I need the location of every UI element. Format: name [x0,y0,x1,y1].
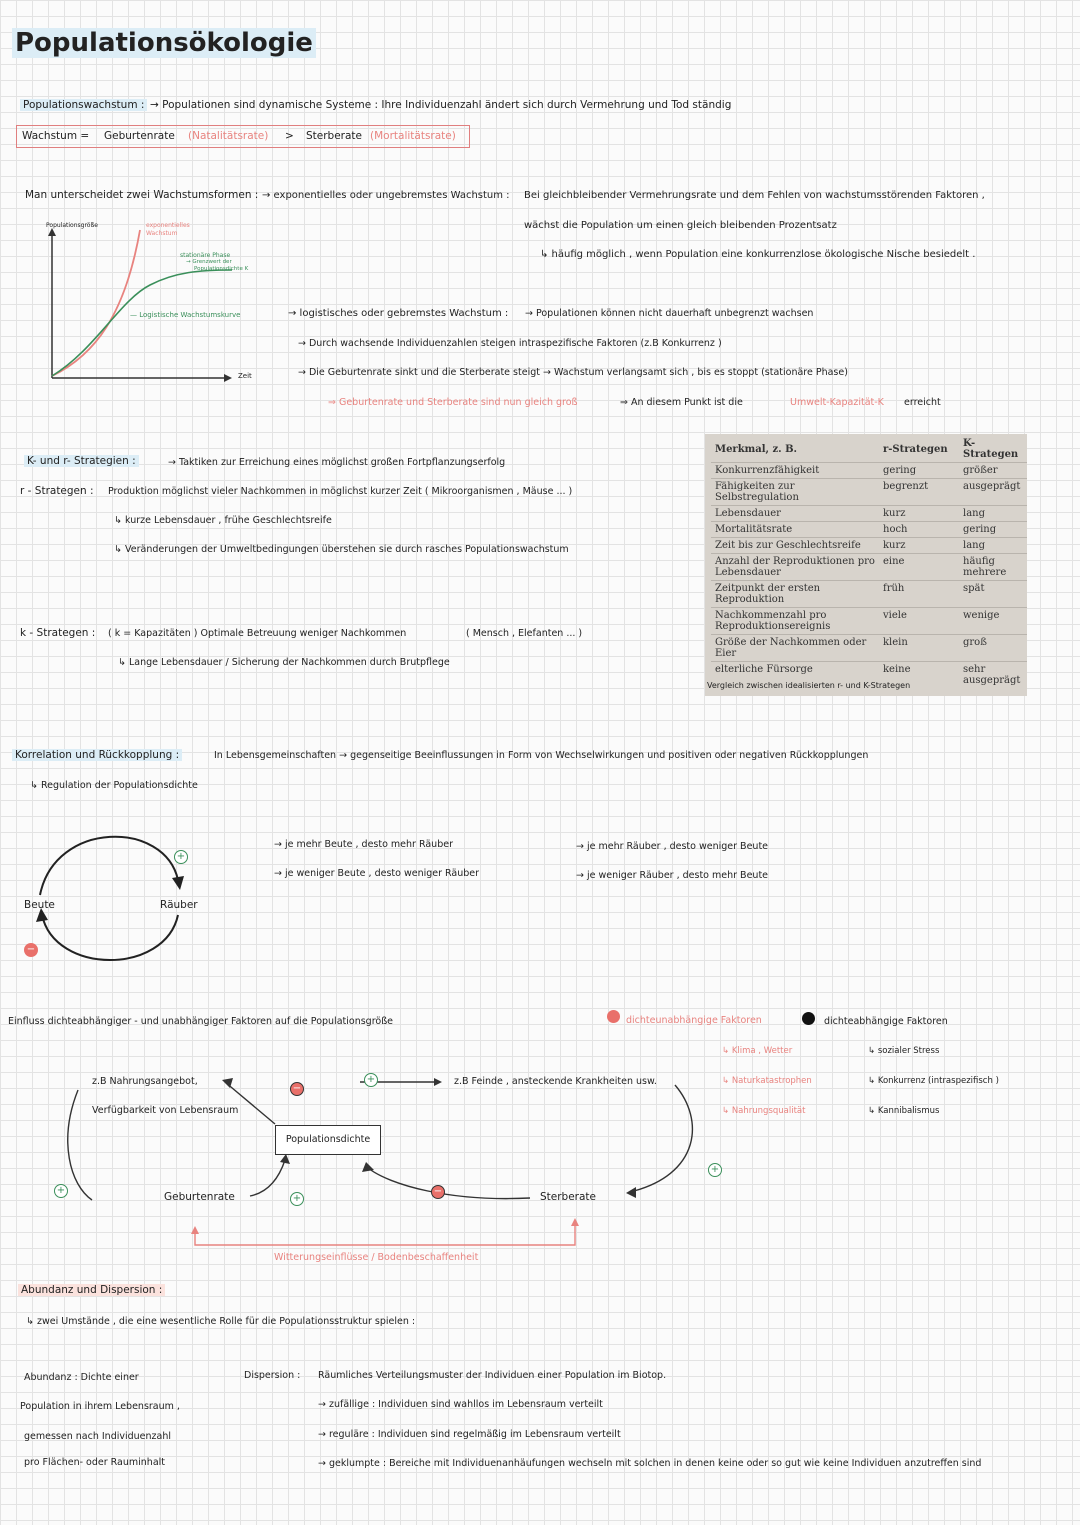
abundanz-line: Population in ihrem Lebensraum , [20,1401,180,1412]
rule-1: → je mehr Beute , desto mehr Räuber [274,839,453,850]
cell: kurz [879,506,959,522]
cell: spät [959,581,1027,608]
table-row [711,479,1027,506]
korrelation-label [12,749,182,762]
arrowhead-feinde [434,1078,442,1086]
unabh-item: ↳ Naturkatastrophen [722,1076,812,1086]
dispersion-item: → zufällige : Individuen sind wahllos im Lebensraum verteilt [318,1399,603,1410]
cell: Nachkommenzahl pro Reproduktionsereignis [711,608,879,635]
unabh-item: ↳ Nahrungsqualität [722,1106,806,1116]
cell: Konkurrenzfähigkeit [711,463,879,479]
birth-label: Geburtenrate [164,1191,235,1203]
plus-sign: + [174,850,188,864]
arrow-nahrung-dichte [225,1082,275,1124]
table-row [711,506,1027,522]
table-row [711,522,1027,538]
einfluss-heading: Einfluss dichteabhängiger - und unabhängiger Faktoren auf die Populationsgröße [8,1016,394,1027]
legend-abh: dichteabhängige Faktoren [824,1016,948,1027]
strategien-heading [24,455,139,468]
wachstum-label-text: Populationswachstum : [20,99,147,111]
r-point-1: ↳ kurze Lebensdauer , frühe Geschlechtsreife [114,515,332,526]
wachstum-desc: → Populationen sind dynamische Systeme : Ihre Individuenzahl ändert sich durch Vermehrung und Tod ständig [150,99,732,111]
strategien-desc: → Taktiken zur Erreichung eines möglichst großen Fortpflanzungserfolg [168,457,506,468]
exp-desc-2: wächst die Population um einen gleich bleibenden Prozentsatz [524,220,837,231]
stationary-label-1: stationäre Phase [180,252,231,259]
left-bracket [68,1090,92,1200]
cell: Fähigkeiten zur Selbstregulation [711,479,879,506]
weather-arrow-left [191,1226,199,1234]
wachstumsformen-intro: Man unterscheidet zwei Wachstumsformen : [25,189,259,201]
k-point-1: ↳ Lange Lebensdauer / Sicherung der Nachkommen durch Brutpflege [118,657,450,668]
cell: häufig mehrere [959,554,1027,581]
k-desc: ( k = Kapazitäten ) Optimale Betreuung weniger Nachkommen [108,628,407,639]
table-row [711,538,1027,554]
formula-death-alt: (Mortalitätsrate) [370,130,456,142]
header-r: r-Strategen [879,436,959,463]
cell: hoch [879,522,959,538]
abh-item: ↳ Konkurrenz (intraspezifisch ) [868,1076,999,1086]
weather-arrow-right [571,1218,579,1226]
stationary-label-2: → Grenzwert der [186,259,232,265]
cell: lang [959,506,1027,522]
cell: ausgeprägt [959,479,1027,506]
exp-desc-3: ↳ häufig möglich , wenn Population eine konkurrenzlose ökologische Nische besiedelt . [540,249,976,260]
log-desc-4d: erreicht [904,397,941,408]
cell: größer [959,463,1027,479]
cell: viele [879,608,959,635]
cell: begrenzt [879,479,959,506]
cycle-arrow-bottom [42,915,178,960]
cell: Zeit bis zur Geschlechtsreife [711,538,879,554]
strategien-heading-text: K- und r- Strategien : [24,455,139,467]
cell: eine [879,554,959,581]
arrowhead-geburt [280,1154,290,1164]
abh-item: ↳ sozialer Stress [868,1046,940,1056]
cell: groß [959,635,1027,662]
minus-sign: − [24,943,38,957]
korrelation-label-text: Korrelation und Rückkopplung : [12,749,182,761]
graph-x-arrow [224,374,232,382]
cycle-arrowhead-top [172,876,184,890]
korrelation-sub: ↳ Regulation der Populationsdichte [30,780,198,791]
exp-curve-label-1: exponentielles [146,222,190,229]
graph-ylabel: Populationsgröße [46,222,98,229]
arrow-geburt-dichte [250,1160,285,1196]
legend-unabh-dot [607,1010,620,1023]
table-row [711,554,1027,581]
cell: sehr ausgeprägt [963,664,1021,686]
log-desc-4a: ⇒ Geburtenrate und Sterberate sind nun gleich groß [328,397,578,408]
raeuber-label: Räuber [160,899,198,911]
dispersion-label: Dispersion : [244,1370,301,1381]
korrelation-desc: In Lebensgemeinschaften → gegenseitige Beeinflussungen in Form von Wechselwirkungen und positiven oder negativen Rückkopplungen [214,750,869,761]
exp-label: → exponentielles oder ungebremstes Wachstum : [262,190,510,201]
table-header-row [711,436,1027,463]
abundanz-line: pro Flächen- oder Rauminhalt [24,1457,166,1468]
left-factor-2: Verfügbarkeit von Lebensraum [92,1105,239,1116]
graph-xlabel: Zeit [238,372,252,380]
exp-desc-1: Bei gleichbleibender Vermehrungsrate und dem Fehlen von wachstumsstörenden Faktoren , [524,190,985,201]
left-factor-1: z.B Nahrungsangebot, [92,1076,198,1087]
cell: wenige [959,608,1027,635]
rule-3: → je mehr Räuber , desto weniger Beute [576,841,769,852]
exp-curve-label-2: Wachstum [146,230,178,237]
plus-sign: + [364,1073,378,1087]
death-label: Sterberate [540,1191,597,1203]
arrow-sterbe-dichte [368,1168,530,1199]
formula-left: Wachstum = [22,130,90,142]
cycle-arrow-top [40,837,178,895]
log-curve [52,270,232,376]
graph-y-arrow [48,228,56,236]
log-curve-label: — Logistische Wachstumskurve [130,311,241,319]
cell: elterliche Fürsorge [715,664,813,675]
cell: Größe der Nachkommen oder Eier [711,635,879,662]
k-label: k - Strategen : [20,627,96,639]
plus-sign: + [54,1184,68,1198]
cell: Lebensdauer [711,506,879,522]
dispersion-item: → reguläre : Individuen sind regelmäßig im Lebensraum verteilt [318,1429,621,1440]
dispersion-desc: Räumliches Verteilungsmuster der Individuen einer Population im Biotop. [318,1370,667,1381]
right-bracket [630,1085,692,1192]
weather-bracket [195,1222,575,1245]
legend-unabh: dichteunabhängige Faktoren [626,1015,762,1026]
table-row [711,581,1027,608]
r-point-2: ↳ Veränderungen der Umweltbedingungen überstehen sie durch rasches Populationswachstum [114,544,569,555]
abundanz-line: Abundanz : Dichte einer [24,1372,139,1383]
log-desc-4b: ⇒ An diesem Punkt ist die [620,397,743,408]
log-desc-3: → Die Geburtenrate sinkt und die Sterberate steigt → Wachstum verlangsamt sich , bis es stoppt (stationäre Phase) [298,367,848,378]
minus-sign: − [290,1082,304,1096]
formula-birth-alt: (Natalitätsrate) [188,130,269,142]
beute-label: Beute [24,899,55,911]
cell: gering [959,522,1027,538]
table-row [711,635,1027,662]
cell: Mortalitätsrate [711,522,879,538]
r-desc: Produktion möglichst vieler Nachkommen in möglichst kurzer Zeit ( Mikroorganismen , Mäuse ... ) [108,486,573,497]
table-row [711,463,1027,479]
table-row [711,608,1027,635]
plus-sign: + [708,1163,722,1177]
rule-4: → je weniger Räuber , desto mehr Beute [576,870,769,881]
comparison-table [711,436,1027,688]
r-label: r - Strategen : [20,485,94,497]
log-label: → logistisches oder gebremstes Wachstum : [288,308,509,319]
unabh-item: ↳ Klima , Wetter [722,1046,793,1056]
abundanz-heading [18,1284,165,1297]
k-examples: ( Mensch , Elefanten ... ) [466,628,583,639]
cell: Anzahl der Reproduktionen pro Lebensdauer [711,554,879,581]
title-text: Populationsökologie [12,28,316,58]
plus-sign: + [290,1192,304,1206]
dispersion-item: → geklumpte : Bereiche mit Individuenanhäufungen wechseln mit solchen in denen keine oder so gut wie keine Individuen anzutreffen sind [318,1458,982,1469]
table-caption: Vergleich zwischen idealisierten r- und K-Strategen [707,681,911,690]
rule-2: → je weniger Beute , desto weniger Räuber [274,868,480,879]
header-k: K-Strategen [959,436,1027,463]
cell: früh [879,581,959,608]
cell: klein [879,635,959,662]
minus-sign: − [431,1185,445,1199]
abundanz-heading-text: Abundanz und Dispersion : [18,1284,165,1296]
log-desc-1: → Populationen können nicht dauerhaft unbegrenzt wachsen [525,308,814,319]
log-desc-4c: Umwelt-Kapazität-K [790,397,884,408]
weather-label: Witterungseinflüsse / Bodenbeschaffenheit [274,1252,479,1263]
abh-item: ↳ Kannibalismus [868,1106,940,1116]
abundanz-sub: ↳ zwei Umstände , die eine wesentliche Rolle für die Populationsstruktur spielen : [26,1316,416,1327]
abundanz-line: gemessen nach Individuenzahl [24,1431,172,1442]
log-desc-2: → Durch wachsende Individuenzahlen steigen intraspezifische Faktoren (z.B Konkurrenz ) [298,338,722,349]
cell: gering [879,463,959,479]
cell: lang [959,538,1027,554]
legend-abh-dot [802,1012,815,1025]
arrowhead-right [626,1187,636,1198]
comparison-table-photo [705,434,1027,696]
right-factor: z.B Feinde , ansteckende Krankheiten usw. [454,1076,657,1087]
formula-death: Sterberate [306,130,363,142]
header-merkmal: Merkmal, z. B. [711,436,879,463]
center-box: Populationsdichte [275,1125,381,1155]
stationary-label-3: Populationsdichte K [194,266,249,272]
cell: keine [883,664,911,675]
cell: Zeitpunkt der ersten Reproduktion [711,581,879,608]
formula-gt: > [285,130,294,142]
cell: kurz [879,538,959,554]
formula-birth: Geburtenrate [104,130,175,142]
